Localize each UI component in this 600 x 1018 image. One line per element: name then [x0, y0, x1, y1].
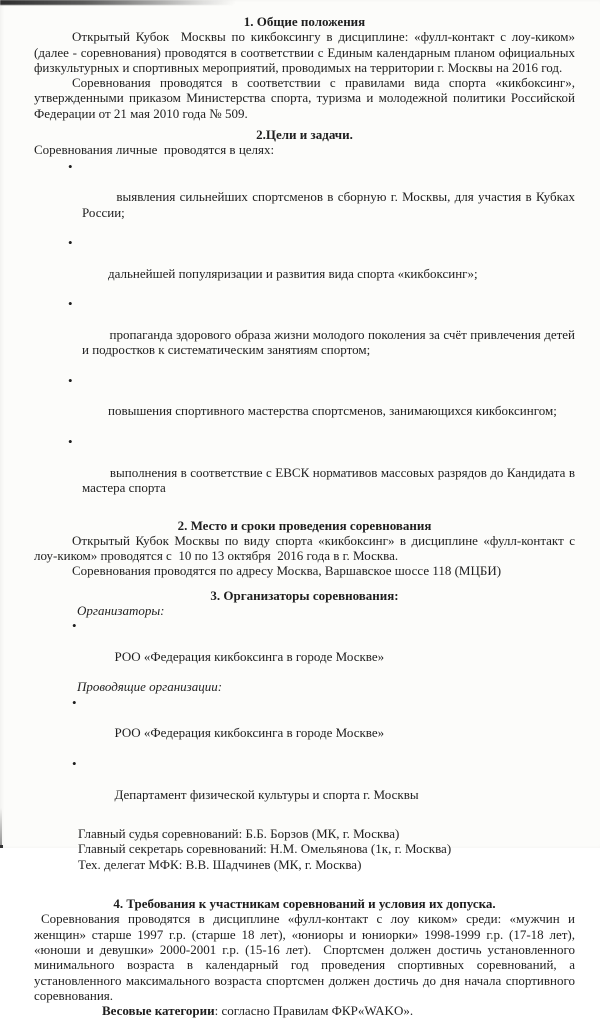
- place-paragraph-2: Соревнования проводятся по адресу Москва, Варшавское шоссе 118 (МЦБИ): [72, 563, 502, 579]
- weight-categories-text: : согласно Правилам ФКР«WAKO».: [214, 1003, 414, 1018]
- organizers-heading: 3. Организаторы соревнования:: [210, 587, 399, 603]
- scan-artifact-corner-dot: [0, 845, 3, 848]
- goals-intro: Соревнования личные проводятся в целях:: [34, 142, 275, 158]
- conducting-label: Проводящие организации:: [77, 679, 223, 695]
- goals-bullet-list: [34, 158, 579, 511]
- section-1-paragraph-1: Открытый Кубок Москвы по кикбоксингу в дисциплине: «фулл-контакт с лоу-киком» (далее - соревнования) проводятся в соответствии с Единым календарным планом официальных физкультурных и спортивных мероприятий, проводимых на территории г. Москвы на 2016 год.: [34, 29, 579, 75]
- place-paragraph-1: Открытый Кубок Москвы по виду спорта «кикбоксинг» в дисциплине «фулл-контакт с лоу-киком» проводятся с 10 по 13 октября 2016 года в г. Москва.: [34, 532, 579, 564]
- goals-bullet-item: [34, 373, 575, 434]
- section-1-paragraph-2: Соревнования проводятся в соответствии с правилами вида спорта «кикбоксинг», утвержденными приказом Министерства спорта, туризма и молодежной политики Российской Федерации от 21 мая 2010 года № 509.: [34, 75, 579, 121]
- bullet-dot-icon: •: [68, 158, 73, 174]
- official-chief-secretary: Главный секретарь соревнований: Н.М. Омельянова (1к, г. Москва): [78, 841, 452, 857]
- officials-block: [78, 826, 575, 872]
- goals-bullet-item: [34, 235, 575, 296]
- bullet-dot-icon: •: [68, 235, 73, 251]
- conducting-list: [72, 695, 575, 817]
- place-heading: 2. Место и сроки проведения соревнования: [177, 517, 432, 533]
- organizers-block: [72, 603, 575, 817]
- requirements-heading: 4. Требования к участникам соревнований и условия их допуска.: [113, 896, 496, 912]
- organizer-item: [72, 618, 575, 679]
- conducting-item: [72, 695, 575, 756]
- goals-bullet-item: [34, 296, 579, 372]
- bullet-dot-icon: •: [72, 694, 77, 710]
- weight-categories-label: Весовые категории: [102, 1003, 215, 1018]
- document-content: [34, 8, 579, 1018]
- weight-categories-line: [34, 1003, 575, 1018]
- bullet-dot-icon: •: [68, 296, 73, 312]
- organizers-list: [72, 618, 575, 679]
- goals-bullet-item: [34, 158, 579, 235]
- bullet-dot-icon: •: [68, 434, 73, 450]
- organizers-label: Организаторы:: [77, 602, 165, 618]
- scan-artifact-top-streak: [0, 0, 236, 5]
- goals-bullet-text: выполнения в соответствие с ЕВСК нормативов массовых разрядов до Кандидата в мастера спорта: [82, 464, 579, 495]
- organizer-text: РОО «Федерация кикбоксинга в городе Москве»: [114, 648, 385, 664]
- official-tech-delegate: Тех. делегат МФК: В.В. Шадчинев (МК, г. Москва): [78, 856, 362, 872]
- bullet-dot-icon: •: [68, 372, 73, 388]
- bullet-dot-icon: •: [72, 618, 77, 634]
- conducting-item: [72, 756, 575, 817]
- conducting-text: Департамент физической культуры и спорта г. Москвы: [114, 786, 419, 802]
- official-chief-judge: Главный судья соревнований: Б.Б. Борзов (МК, г. Москва): [78, 826, 400, 842]
- goals-bullet-item: [34, 434, 579, 510]
- conducting-text: РОО «Федерация кикбоксинга в городе Москве»: [114, 725, 385, 741]
- bullet-dot-icon: •: [72, 755, 77, 771]
- goals-bullet-text: дальнейшей популяризации и развития вида спорта «кикбоксинг»;: [108, 265, 478, 281]
- requirements-paragraph: Соревнования проводятся в дисциплине «фулл-контакт с лоу киком» среди: «мужчин и женщин» старше 1997 г.р. (старше 18 лет), «юниоры и юниорки» 1998-1999 г.р. (17-18 лет), «юноши и девушки» 2000-2001 г.р. (15-16 лет). Спортсмен должен достичь установленного минимального возраста в календарный год проведения спортивных соревнований, а установленного максимального возраста спортсмен должен достичь до дня начала спортивного соревнования.: [34, 911, 579, 1003]
- section-1-heading: 1. Общие положения: [243, 14, 366, 29]
- goals-bullet-text: выявления сильнейших спортсменов в сборную г. Москвы, для участия в Кубках России;: [82, 189, 579, 220]
- goals-bullet-text: повышения спортивного мастерства спортсменов, занимающихся кикбоксингом;: [108, 403, 557, 419]
- goals-bullet-text: пропаганда здорового образа жизни молодого поколения за счёт привлечения детей и подростков к систематическим занятиям спортом;: [82, 326, 579, 358]
- scan-artifact-left-edge: [0, 808, 2, 848]
- goals-heading: 2.Цели и задачи.: [256, 127, 353, 143]
